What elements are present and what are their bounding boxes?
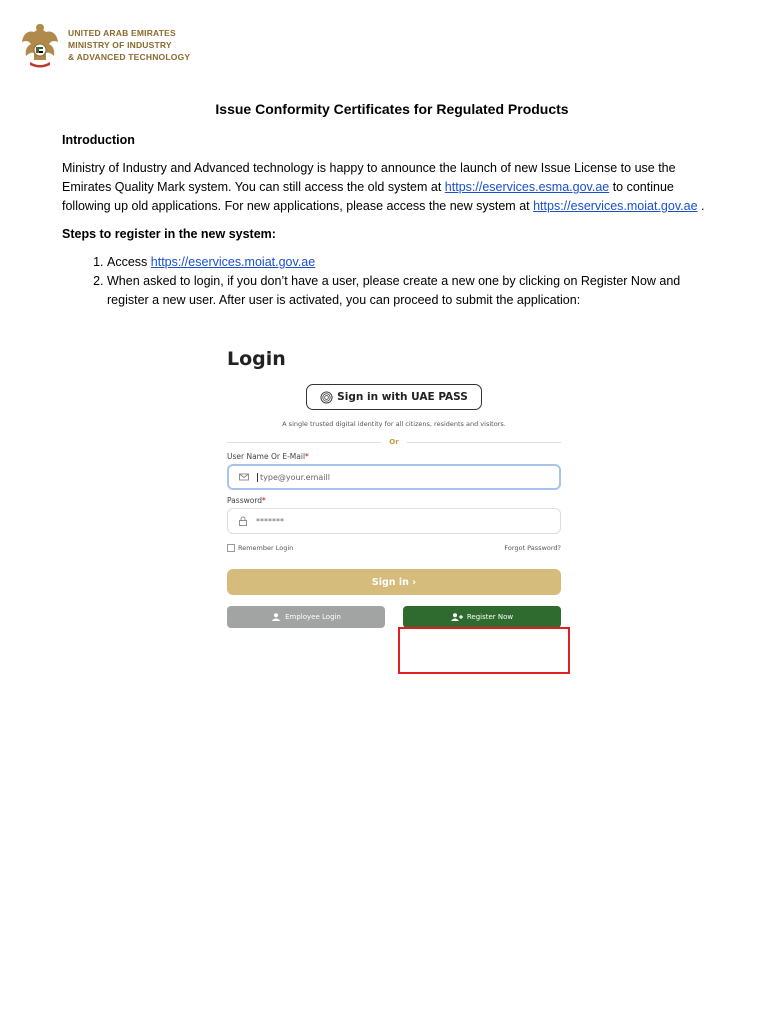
mail-icon [239,472,249,482]
intro-heading: Introduction [62,133,135,147]
org-name-line-1: UNITED ARAB EMIRATES [68,28,176,38]
document-title: Issue Conformity Certificates for Regulated Products [215,101,569,117]
register-highlight-box [398,627,570,674]
or-label: Or [389,438,399,446]
intro-paragraph [62,159,722,216]
step1-text: Access [107,255,151,269]
user-plus-icon [451,613,463,621]
uae-pass-button[interactable] [306,384,482,410]
username-field[interactable] [227,464,561,490]
uae-emblem-icon [20,20,60,70]
password-value: ******* [256,516,284,526]
document-body [62,100,722,310]
divider-line-left [227,442,381,443]
login-screenshot [227,348,561,628]
register-now-button[interactable] [403,606,561,628]
intro-text-3: . [697,199,705,213]
user-icon [271,613,281,621]
remember-login-checkbox[interactable] [227,544,293,552]
fingerprint-icon [320,391,333,404]
steps-list [62,253,722,310]
step-item-1 [107,253,722,272]
sign-in-button[interactable]: Sign in › [227,569,561,595]
remember-login-label: Remember Login [238,544,294,552]
forgot-password-link[interactable]: Forgot Password? [504,544,561,552]
login-options-row [227,544,561,552]
steps-heading: Steps to register in the new system: [62,227,276,241]
register-now-label: Register Now [466,613,514,621]
lock-icon [238,516,248,526]
old-system-link[interactable]: https://eservices.esma.gov.ae [444,180,610,194]
login-title: Login [227,348,286,370]
intro-text-2: to continue following up old applications. For new applications, please access the new system at [62,180,674,213]
intro-text-1: Ministry of Industry and Advanced technology is happy to announce the launch of new Issue License to use the Emirates Quality Mark system. You can still access the old system at [62,161,676,194]
org-name-line-2: MINISTRY OF INDUSTRY [68,40,172,50]
step-item-2: 2. When asked to login, if you don’t have a user, please create a new one by clicking on Register Now and register a new user. After user is activated, you can proceed to submit the application: [107,272,722,310]
ministry-header [20,20,190,70]
username-label: User Name Or E-Mail* [227,452,309,461]
password-label-text: Password [227,496,263,505]
divider-line-right [407,442,561,443]
new-system-link[interactable]: https://eservices.moiat.gov.ae [533,199,698,213]
step1-link[interactable]: https://eservices.moiat.gov.ae [150,255,316,269]
or-divider [227,438,561,446]
uae-pass-label: Sign in with UAE PASS [337,391,468,403]
checkbox-box [227,544,235,552]
employee-login-label: Employee Login [285,613,341,621]
secondary-buttons-row [227,606,561,628]
username-label-text: User Name Or E-Mail [227,452,306,461]
username-value: type@your.emaill [257,473,330,482]
org-name-line-3: & ADVANCED TECHNOLOGY [68,52,191,62]
employee-login-button[interactable] [227,606,385,628]
password-field[interactable] [227,508,561,534]
password-label: Password* [227,496,266,505]
uae-pass-tagline: A single trusted digital identity for all citizens, residents and visitors. [282,420,506,428]
